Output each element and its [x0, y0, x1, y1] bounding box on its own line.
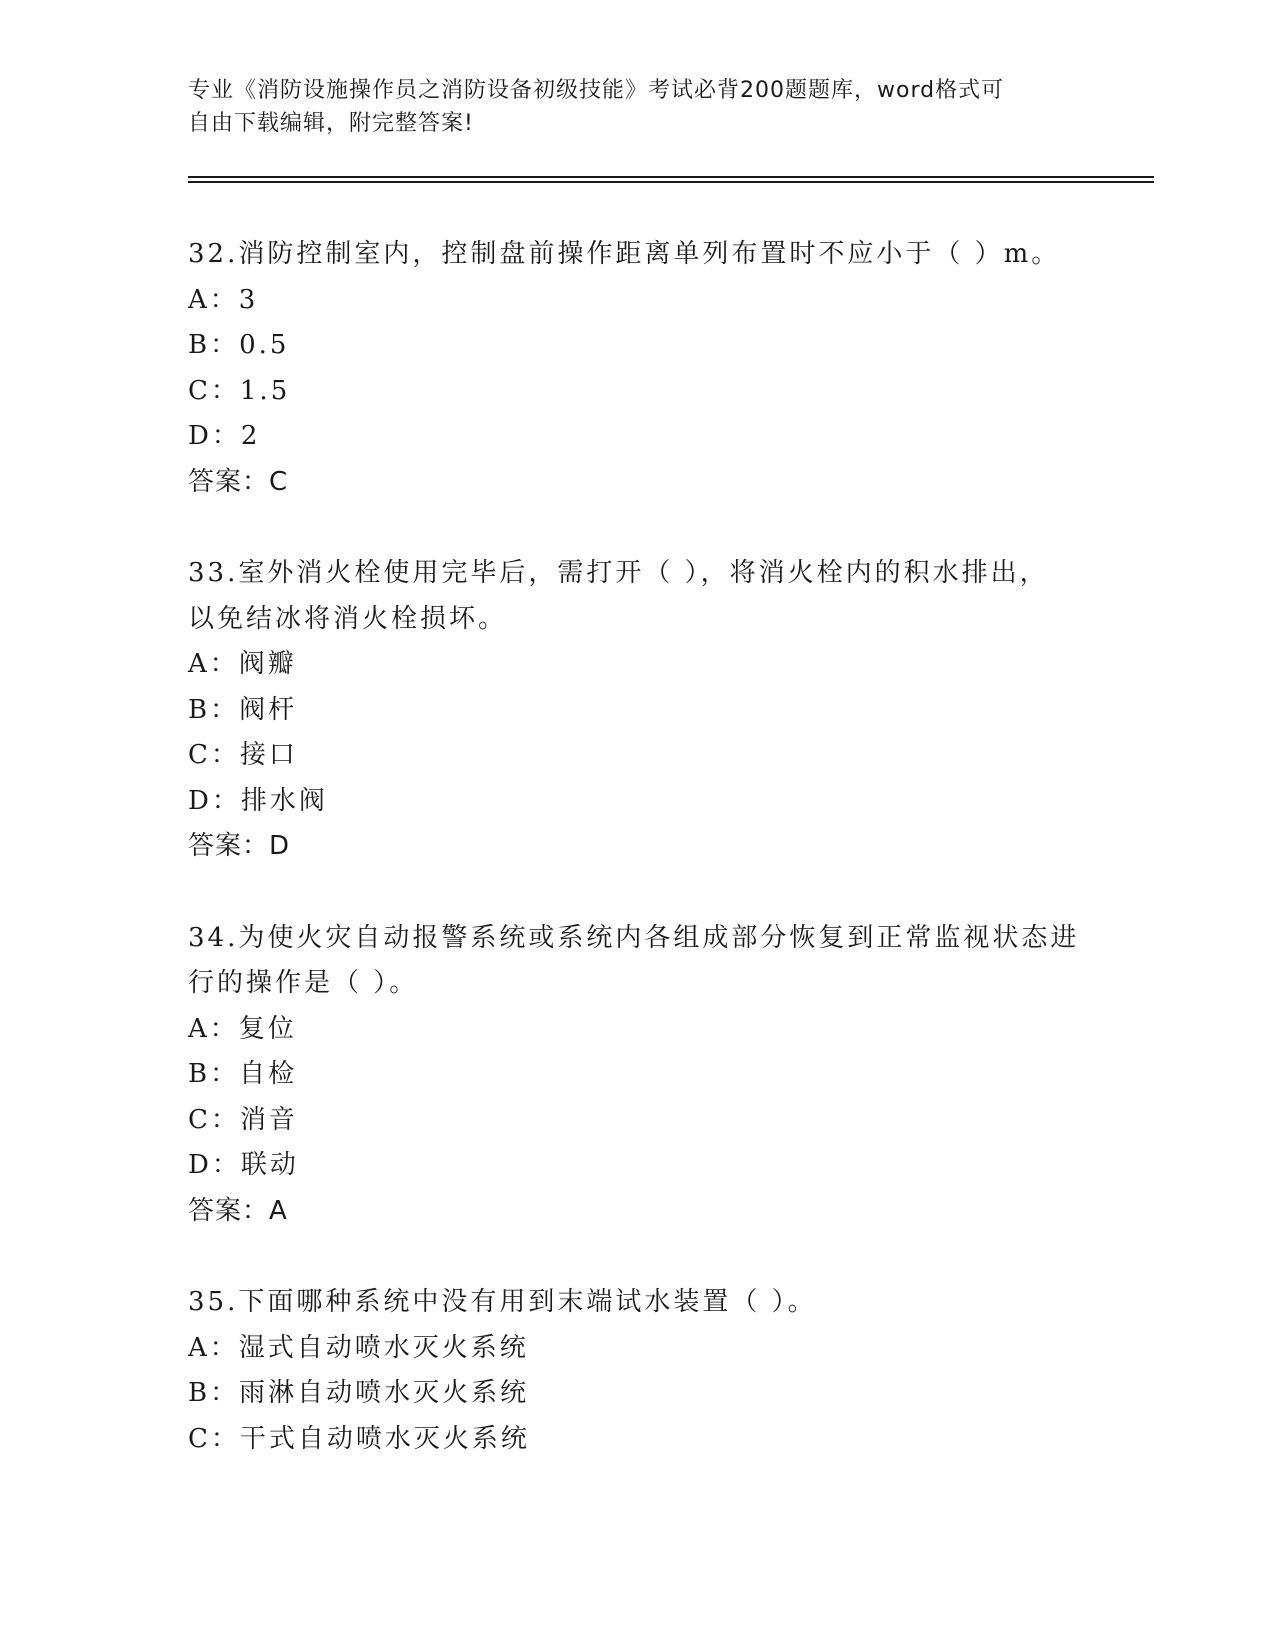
answer-text: 答案：D	[188, 831, 291, 861]
option-a: A：阀瓣	[188, 649, 297, 679]
option-c: C：1.5	[188, 375, 291, 406]
question-item	[188, 551, 1088, 870]
option-b: B：自检	[188, 1059, 298, 1089]
answer-text: 答案：C	[188, 466, 289, 497]
question-item	[188, 1280, 1088, 1462]
option-b: B：阀杆	[188, 694, 298, 725]
question-list	[188, 232, 1088, 1508]
question-item	[188, 232, 1088, 505]
question-text: 35.下面哪种系统中没有用到末端试水装置（ ）。	[188, 1287, 817, 1317]
option-c: C：消音	[188, 1104, 298, 1135]
option-c: C：干式自动喷水灭火系统	[188, 1423, 530, 1454]
question-text-continued: 以免结冰将消火栓损坏。	[188, 603, 508, 634]
option-b: B：雨淋自动喷水灭火系统	[188, 1378, 530, 1408]
header-line-1: 专业《消防设施操作员之消防设备初级技能》考试必背200题题库，word格式可	[188, 78, 1005, 103]
option-d: D：联动	[188, 1150, 299, 1180]
option-d: D：2	[188, 421, 261, 451]
answer-text: 答案：A	[188, 1195, 288, 1226]
question-item	[188, 916, 1088, 1235]
document-header	[188, 74, 1088, 140]
option-a: A：复位	[188, 1013, 297, 1044]
option-a: A：湿式自动喷水灭火系统	[188, 1332, 529, 1363]
question-text: 33.室外消火栓使用完毕后，需打开（ ），将消火栓内的积水排出，	[188, 558, 1049, 588]
header-divider-top	[188, 176, 1154, 178]
question-text: 32.消防控制室内，控制盘前操作距离单列布置时不应小于（ ）m。	[188, 239, 1061, 269]
option-b: B：0.5	[188, 330, 290, 360]
question-text: 34.为使火灾自动报警系统或系统内各组成部分恢复到正常监视状态进	[188, 922, 1080, 953]
header-line-2: 自由下载编辑，附完整答案!	[188, 111, 474, 136]
option-d: D：排水阀	[188, 785, 328, 816]
option-c: C：接口	[188, 740, 298, 770]
option-a: A：3	[188, 284, 259, 315]
header-divider-bottom	[188, 181, 1154, 183]
question-text-continued: 行的操作是（ ）。	[188, 968, 419, 998]
